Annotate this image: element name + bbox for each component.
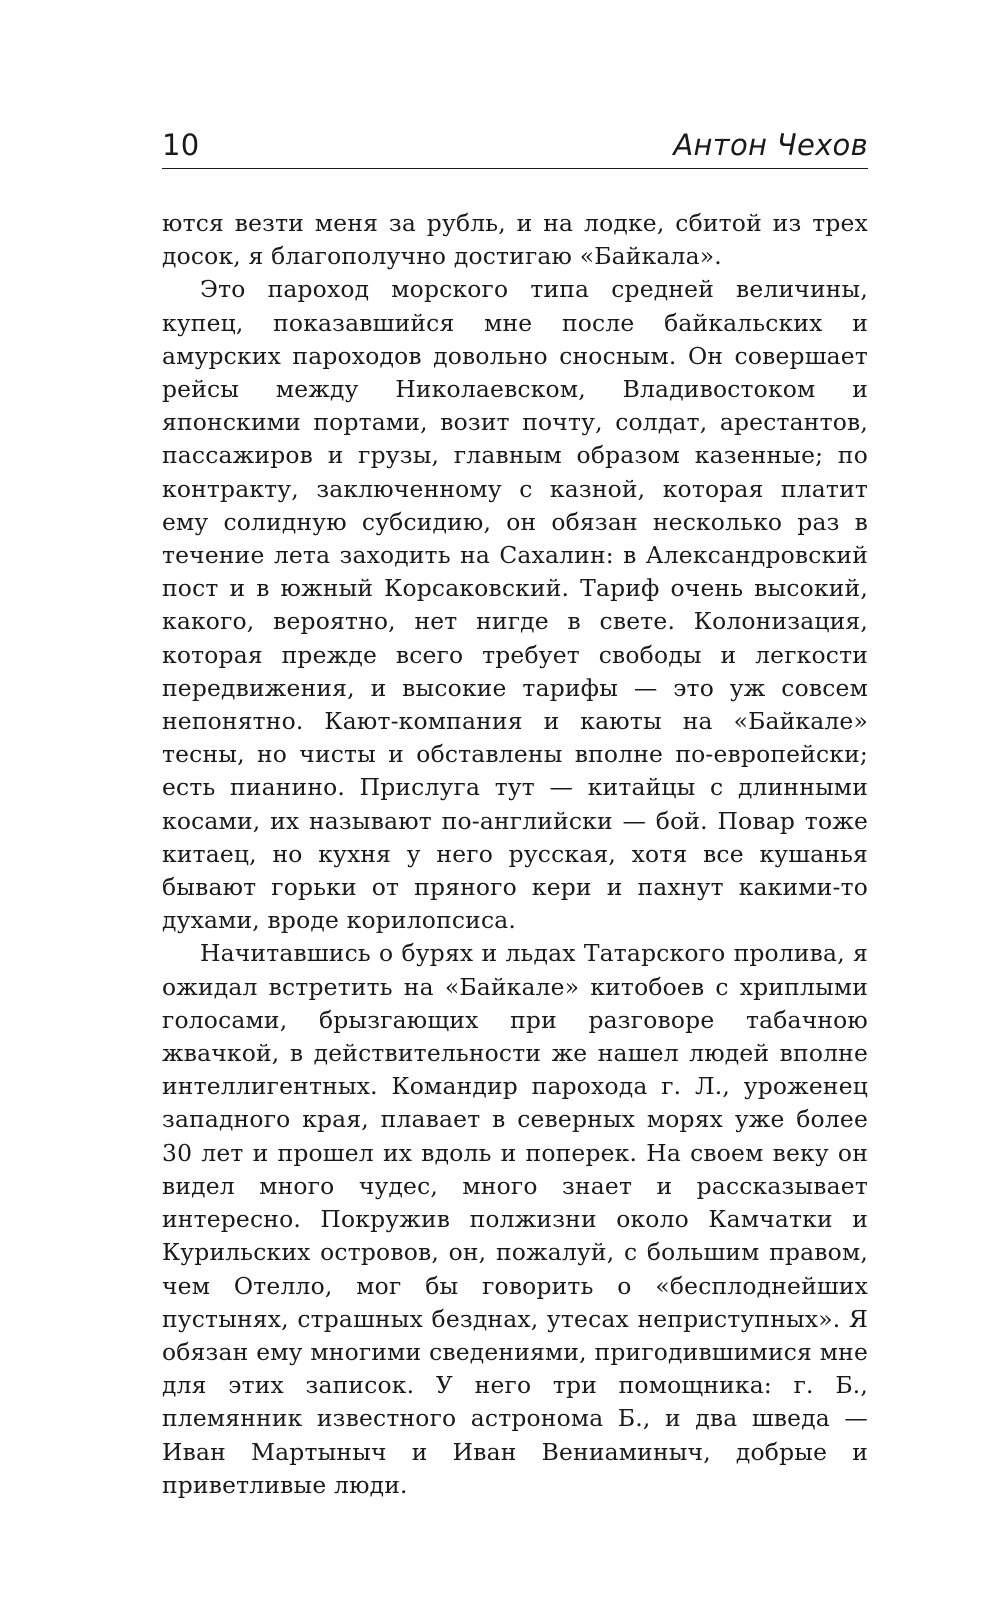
author-name: Антон Чехов — [673, 128, 868, 162]
book-page — [162, 128, 868, 1502]
paragraph-continuation: ются везти меня за рубль, и на лодке, сбитой из трех досок, я благополучно достигаю «Байкала». — [162, 209, 868, 271]
page-number: 10 — [162, 128, 200, 162]
body-text — [162, 207, 868, 1502]
paragraph-steamer-description: Это пароход морского типа средней величины, купец, показавшийся мне после байкальских и амурских пароходов довольно сносным. Он совершает рейсы между Николаевском, Владивостоком и японскими портами, возит почту, солдат, арестантов, пассажиров и грузы, главным образом казенные; по контракту, заключенному с казной, которая платит ему солидную субсидию, он обязан несколько раз в течение лета заходить на Сахалин: в Александровский пост и в южный Корсаковский. Тариф очень высокий, какого, вероятно, нет нигде в свете. Колонизация, которая прежде всего требует свободы и легкости передвижения, и высокие тарифы — это уж совсем непонятно. Кают-компания и каюты на «Байкале» тесны, но чисты и обставлены вполне по-европейски; есть пианино. Прислуга тут — китайцы с длинными косами, их называют по-английски — бой. Повар тоже китаец, но кухня у него русская, хотя все кушанья бывают горьки от пряного кери и пахнут какими-то духами, вроде корилопсиса. — [162, 275, 868, 935]
running-header — [162, 128, 868, 169]
paragraph-crew-description: Начитавшись о бурях и льдах Татарского пролива, я ожидал встретить на «Байкале» китобоев с хриплыми голосами, брызгающих при разговоре табачною жвачкой, в действительности же нашел людей вполне интеллигентных. Командир парохода г. Л., уроженец западного края, плавает в северных морях уже более 30 лет и прошел их вдоль и поперек. На своем веку он видел много чудес, много знает и рассказывает интересно. Покружив полжизни около Камчатки и Курильских островов, он, пожалуй, с большим правом, чем Отелло, мог бы говорить о «бесплоднейших пустынях, страшных безднах, утесах неприступных». Я обязан ему многими сведениями, пригодившимися мне для этих записок. У него три помощника: г. Б., племянник известного астронома Б., и два шведа — Иван Мартыныч и Иван Вениаминыч, добрые и приветливые люди. — [162, 939, 868, 1499]
